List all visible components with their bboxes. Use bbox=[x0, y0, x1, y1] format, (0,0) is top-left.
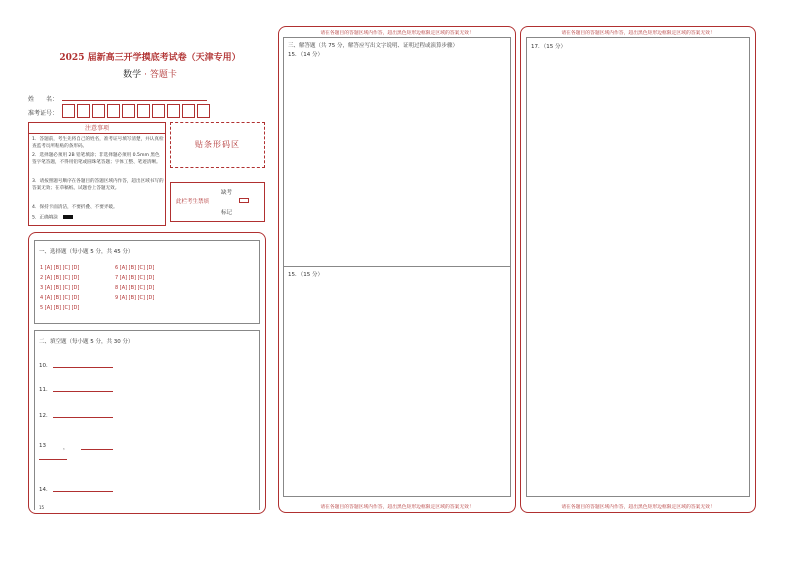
absent-label: 缺考 bbox=[221, 190, 233, 196]
notice-item-5-text: 5．正确填涂 bbox=[32, 215, 58, 221]
card-subtitle bbox=[30, 67, 270, 80]
solution-q17-label: 17．（15 分） bbox=[531, 44, 566, 50]
choice-q8[interactable]: 8 [A] [B] [C] [D] bbox=[115, 285, 155, 291]
fill-q13-label: 13 bbox=[39, 443, 46, 449]
choice-q3[interactable]: 3 [A] [B] [C] [D] bbox=[40, 285, 80, 291]
filled-mark-sample bbox=[63, 215, 73, 219]
right-bottom-warning: 请在各题目的答题区域内作答，超出黑色矩形边框限定区域的答案无效！ bbox=[561, 505, 715, 510]
fill-q10-blank[interactable] bbox=[53, 367, 113, 368]
choice-section bbox=[34, 240, 260, 324]
absent-forbidden-label: 此栏考生禁填 bbox=[176, 199, 210, 205]
name-label: 姓 名： bbox=[28, 96, 59, 103]
choice-title: 一、选择题（每小题 5 分，共 45 分） bbox=[39, 249, 134, 255]
fill-q14-blank[interactable] bbox=[53, 491, 113, 492]
notice-title: 注意事项 bbox=[29, 123, 165, 134]
fill-q13-blank-b[interactable] bbox=[39, 459, 67, 460]
notice-item-4: 4．保持卡面清洁，不要折叠、不要弄破。 bbox=[32, 205, 118, 210]
id-box[interactable] bbox=[122, 104, 135, 118]
id-box[interactable] bbox=[92, 104, 105, 118]
choice-q5[interactable]: 5 [A] [B] [C] [D] bbox=[40, 305, 80, 311]
id-box[interactable] bbox=[197, 104, 210, 118]
id-label: 准考证号： bbox=[28, 110, 59, 117]
id-box[interactable] bbox=[167, 104, 180, 118]
notice-box bbox=[28, 122, 166, 226]
notice-item-5 bbox=[32, 215, 164, 222]
id-box[interactable] bbox=[137, 104, 150, 118]
fill-q14-label: 14． bbox=[39, 487, 52, 493]
right-answer-area bbox=[526, 37, 750, 497]
notice-item-2: 2．选择题必须用 2B 铅笔填涂；非选择题必须用 0.5mm 黑色签字笔答题，不得用铅笔或圆珠笔答题；字体工整、笔迹清晰。 bbox=[32, 153, 161, 165]
subject-label: 数学 bbox=[123, 70, 142, 80]
choice-q6[interactable]: 6 [A] [B] [C] [D] bbox=[115, 265, 155, 271]
choice-q4[interactable]: 4 [A] [B] [C] [D] bbox=[40, 295, 80, 301]
choice-q2[interactable]: 2 [A] [B] [C] [D] bbox=[40, 275, 80, 281]
middle-top-warning: 请在各题目的答题区域内作答，超出黑色矩形边框限定区域的答案无效！ bbox=[320, 31, 474, 36]
fill-title: 二、填空题（每小题 5 分，共 30 分） bbox=[39, 339, 134, 345]
notice-item-3: 3．请按照题号顺序在各题目的答题区域内作答，超出区域书写的答案无效；在草稿纸、试题卷上答题无效。 bbox=[32, 179, 164, 191]
name-field[interactable] bbox=[62, 100, 207, 101]
solution-title: 三、解答题（共 75 分，解答应写出文字说明、证明过程或演算步骤） bbox=[288, 43, 458, 49]
choice-q1[interactable]: 1 [A] [B] [C] [D] bbox=[40, 265, 80, 271]
barcode-area: 贴条形码区 bbox=[170, 122, 265, 168]
fill-section bbox=[34, 330, 260, 510]
fill-q11-label: 11． bbox=[39, 387, 52, 393]
choice-q9[interactable]: 9 [A] [B] [C] [D] bbox=[115, 295, 155, 301]
absent-box bbox=[170, 182, 265, 222]
middle-answer-area bbox=[283, 37, 511, 497]
exam-title: 2025 届新高三开学摸底考试卷（天津专用） bbox=[59, 53, 241, 63]
fill-q11-blank[interactable] bbox=[53, 391, 113, 392]
fill-q12-blank[interactable] bbox=[53, 417, 113, 418]
fill-q10-label: 10． bbox=[39, 363, 52, 369]
id-box[interactable] bbox=[182, 104, 195, 118]
right-top-warning: 请在各题目的答题区域内作答，超出黑色矩形边框限定区域的答案无效！ bbox=[561, 31, 715, 36]
fill-q13-blank-a[interactable] bbox=[81, 449, 113, 450]
absent-mark-box[interactable] bbox=[239, 198, 249, 203]
middle-bottom-warning: 请在各题目的答题区域内作答，超出黑色矩形边框限定区域的答案无效！ bbox=[320, 505, 474, 510]
absent-mark-label: 标记 bbox=[221, 210, 233, 216]
fill-q12-label: 12． bbox=[39, 413, 52, 419]
fill-q13-sep: ， bbox=[63, 445, 69, 451]
id-box[interactable] bbox=[152, 104, 165, 118]
card-label: 答题卡 bbox=[149, 70, 177, 80]
fill-q15-label: 15 bbox=[39, 505, 45, 510]
id-box[interactable] bbox=[107, 104, 120, 118]
solution-q16-label: 15．（15 分） bbox=[288, 272, 323, 278]
subtitle-dot: · bbox=[144, 70, 147, 80]
solution-q15-label: 15．（14 分） bbox=[288, 52, 323, 58]
choice-q7[interactable]: 7 [A] [B] [C] [D] bbox=[115, 275, 155, 281]
id-box[interactable] bbox=[62, 104, 75, 118]
middle-divider bbox=[284, 266, 510, 267]
notice-item-1: 1．答题前，考生先将自己的姓名，准考证号填写清楚，并认真检查监考员所粘贴的条形码。 bbox=[32, 137, 164, 149]
id-box[interactable] bbox=[77, 104, 90, 118]
